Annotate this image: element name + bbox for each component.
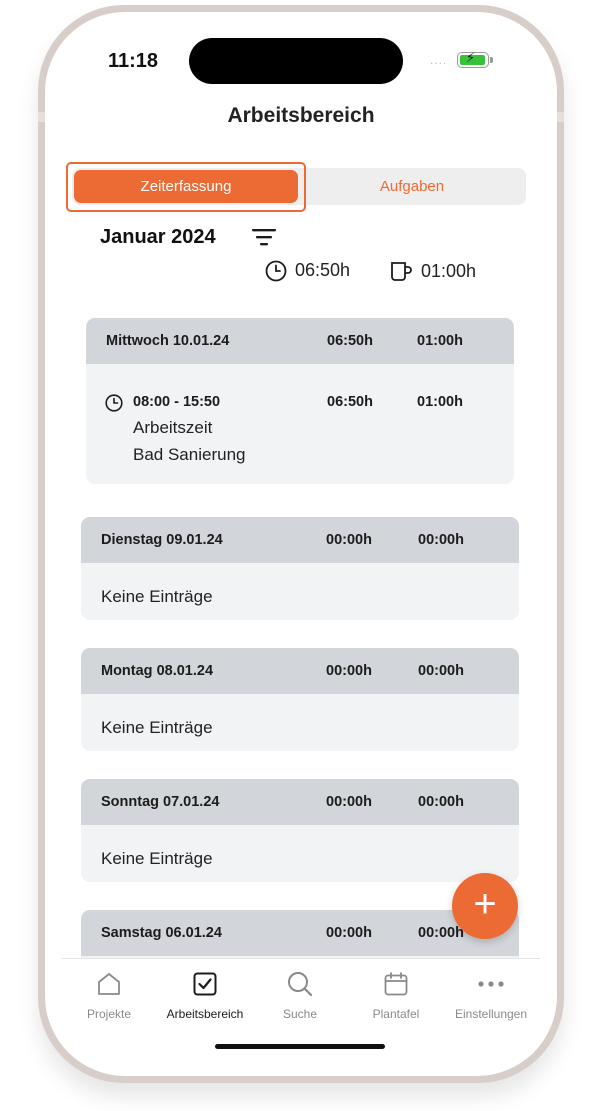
battery-icon: ⚡ <box>457 52 489 68</box>
entry-break-hours: 01:00h <box>417 394 463 410</box>
day-label: Sonntag 07.01.24 <box>101 794 220 810</box>
selection-highlight <box>66 162 306 212</box>
signal-indicator: .... <box>430 53 448 67</box>
day-break-hours: 00:00h <box>418 794 464 810</box>
side-button-right <box>556 112 564 122</box>
day-card-header <box>81 517 519 563</box>
tab-label: Plantafel <box>372 1007 420 1021</box>
empty-state-text: Keine Einträge <box>101 718 213 737</box>
day-card-header <box>86 318 514 364</box>
battery-cap <box>490 57 493 63</box>
entry-project: Bad Sanierung <box>133 445 246 464</box>
tab-label: Arbeitsbereich <box>166 1007 244 1021</box>
total-break <box>389 260 476 284</box>
cup-icon <box>389 260 413 284</box>
tab-aufgaben[interactable]: Aufgaben <box>379 178 445 195</box>
more-icon <box>477 980 505 988</box>
filter-icon[interactable] <box>252 228 276 246</box>
day-break-hours: 00:00h <box>418 663 464 679</box>
day-break-hours: 00:00h <box>418 532 464 548</box>
tab-zeiterfassung[interactable]: Zeiterfassung <box>74 170 298 203</box>
total-break-value: 01:00h <box>421 260 477 281</box>
day-label: Montag 08.01.24 <box>101 663 214 679</box>
day-work-hours: 00:00h <box>326 794 372 810</box>
tab-arbeitsbereich[interactable] <box>160 969 250 1021</box>
day-work-hours: 00:00h <box>326 925 372 941</box>
total-work-value: 06:50h <box>295 260 351 280</box>
day-card[interactable] <box>86 318 514 484</box>
dynamic-island <box>189 38 403 84</box>
month-label[interactable]: Januar 2024 <box>100 226 216 248</box>
tab-einstellungen[interactable] <box>446 969 536 1021</box>
day-card-header <box>81 648 519 694</box>
tab-label: Projekte <box>86 1007 132 1021</box>
clock-icon <box>105 394 123 412</box>
clock-icon <box>265 260 287 282</box>
day-card[interactable] <box>81 648 519 751</box>
add-entry-button[interactable]: + <box>452 873 518 939</box>
total-work <box>265 260 350 282</box>
phone-screen <box>62 28 540 1060</box>
day-label: Mittwoch 10.01.24 <box>106 333 230 349</box>
day-break-hours: 00:00h <box>418 925 464 941</box>
day-card-header <box>81 779 519 825</box>
tab-bar <box>62 958 540 1060</box>
entry-type: Arbeitszeit <box>133 418 213 437</box>
day-label: Dienstag 09.01.24 <box>101 532 223 548</box>
day-card[interactable] <box>81 779 519 882</box>
calendar-icon <box>383 971 409 997</box>
tab-label: Suche <box>282 1007 318 1021</box>
day-card[interactable] <box>81 517 519 620</box>
empty-state-text: Keine Einträge <box>101 849 213 868</box>
entry-time-range: 08:00 - 15:50 <box>133 394 221 410</box>
status-time: 11:18 <box>108 50 159 72</box>
day-work-hours: 00:00h <box>326 532 372 548</box>
checkbox-icon <box>192 971 218 997</box>
day-break-hours: 01:00h <box>417 333 463 349</box>
empty-state-text: Keine Einträge <box>101 587 213 606</box>
home-indicator <box>215 1044 385 1049</box>
search-icon <box>286 970 314 998</box>
day-work-hours: 00:00h <box>326 663 372 679</box>
day-label: Samstag 06.01.24 <box>101 925 222 941</box>
day-work-hours: 06:50h <box>327 333 373 349</box>
entry-work-hours: 06:50h <box>327 394 373 410</box>
tab-projekte[interactable] <box>64 969 154 1021</box>
tab-suche[interactable] <box>255 969 345 1021</box>
home-icon <box>96 971 122 997</box>
page-title: Arbeitsbereich <box>227 104 375 127</box>
tab-plantafel[interactable] <box>351 969 441 1021</box>
tab-label: Einstellungen <box>454 1007 528 1021</box>
